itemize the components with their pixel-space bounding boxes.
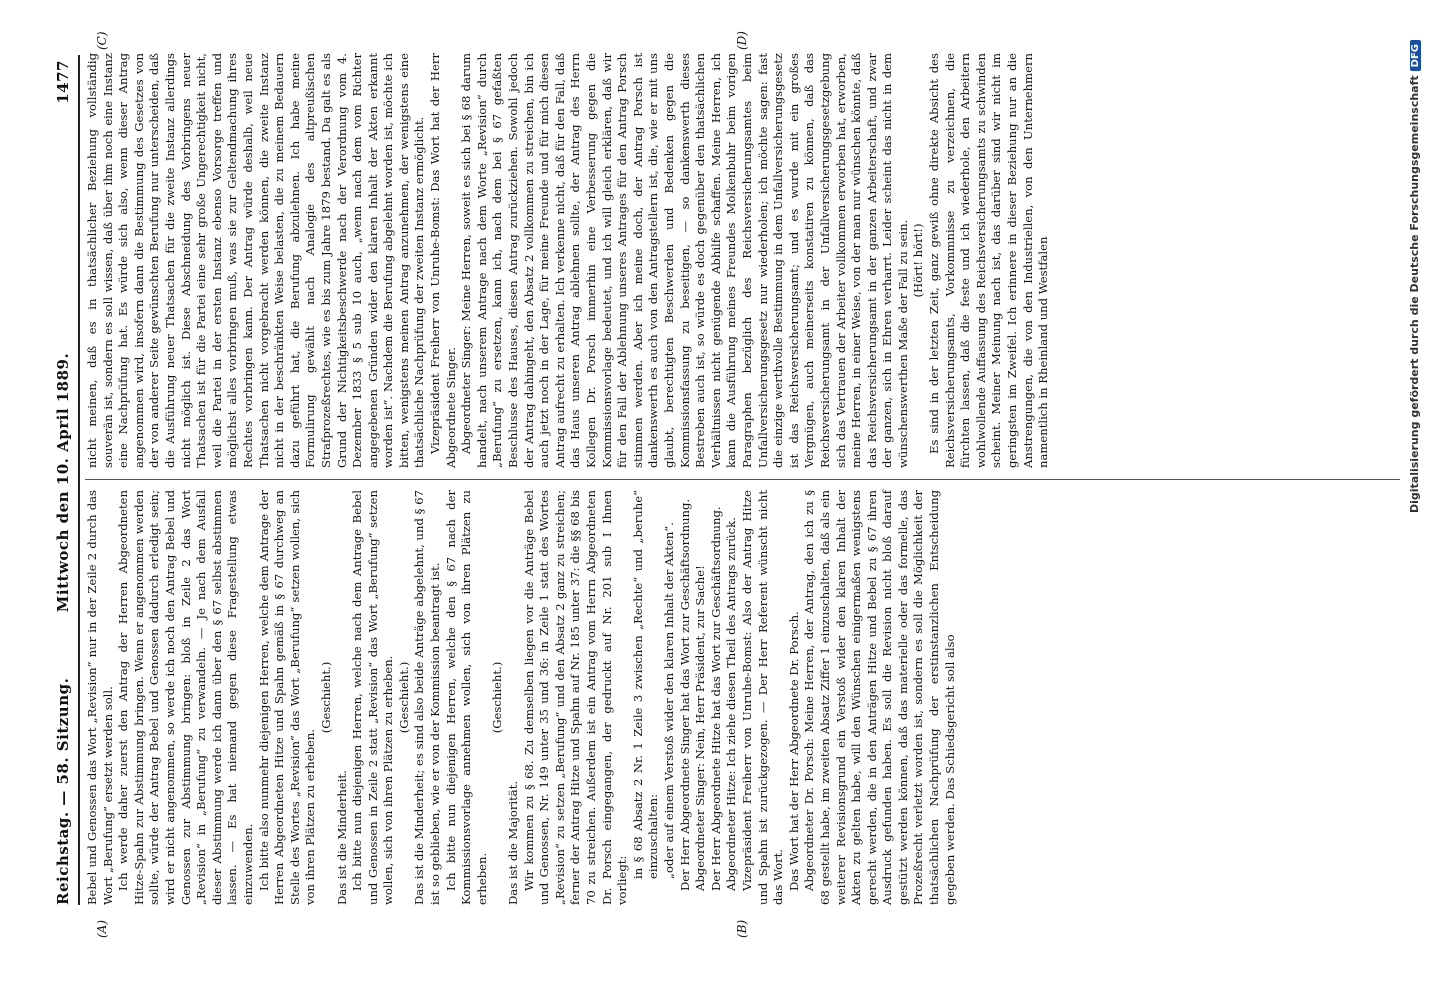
speaker-paragraph: Abgeordneter Dr. Porsch: Meine Herren, der Antrag, den ich zu § 68 gestellt habe, im zweiten Absatz Ziffer 1 einzuschalten, daß als ein weiterer Revisionsgrund ein Verstoß wider den klaren Inhalt der Akten zu gelten habe, will den Wünschen einigermaßen wenigstens gerecht werden, die in den Anträgen Hitze und Bebel zu § 67 ihren Ausdruck gefunden haben. Es soll die Revision nicht bloß darauf gestützt werden können, daß das materielle oder das formelle, das Prozeßrecht verletzt worden ist, sondern es soll die Möglichkeit der thatsächlichen Nachprüfung der erstinstanzlichen Entscheidung gegeben werden. Das Schiedsgericht soll also [802,490,957,905]
stage-direction: (Hört! hört!) [911,223,926,298]
speaker-paragraph: Vizepräsident Freiherr von Unruhe-Bomst: Das Wort hat der Herr Abgeordnete Singer. [428,53,458,468]
digitization-credit [1408,40,1421,960]
paragraph: Bebel und Genossen das Wort „Revision“ nur in der Zeile 2 durch das Wort „Berufung“ ersetzt werden soll. [85,490,115,905]
stage-direction: (Geschieht.) [396,661,411,734]
speaker-paragraph: Abgeordneter Hitze: Ich ziehe diesen Theil des Antrags zurück. [724,517,739,891]
left-column [85,490,958,905]
paragraph: Ich werde daher zuerst den Antrag der Herren Abgeordneten Hitze-Spahn zur Abstimmung bringen. Wenn er angenommen werden sollte, würde der Antrag Bebel und Genossen dadurch erledigt sein; wird er nicht angenommen, so werde ich noch den Antrag Bebel und Genossen zur Abstimmung bringen: bloß in Zeile 2 das Wort „Revision“ in „Berufung“ zu verwandeln. — Je nach dem Ausfall dieser Abstimmung werde ich dann über den § 67 selbst abstimmen lassen. — Es hat niemand gegen diese Fragestellung etwas einzuwenden. [116,490,255,905]
speaker-paragraph: Abgeordneter Singer: Meine Herren, soweit es sich bei § 68 darum handelt, nach unserem Antrage nach dem Worte „Revision“ durch „Berufung“ zu ersetzen, kann ich, nach dem bei § 67 gefaßten Beschlusse des Hauses, diesen Antrag zurückziehen. Sowohl jedoch der Antrag dahingeht, den Absatz 2 vollkommen zu streichen, bin ich auch jetzt noch in der Lage, für meine Freunde und für mich diesen Antrag aufrecht zu erhalten. Ich verkenne nicht, daß für den Fall, daß das Haus unseren Antrag ablehnen sollte, der Antrag des Herrn Kollegen Dr. Porsch immerhin eine Verbesserung gegen die Kommissionsvorlage bedeutet, und ich will gleich erklären, daß wir für den Fall der Ablehnung unseres Antrages für den Antrag Porsch stimmen werden. Aber ich meine doch, der Antrag Porsch ist dankenswerth es auch von den Antragstellern ist, die, wie er mit uns glaubt, berechtigten Beschwerden und Bedenken gegen die Kommissionsfassung zu beseitigen, — so dankenswerth dieses Bestreben auch ist, so würde es doch gegenüber den thatsächlichen Verhältnissen nicht genügende Abhilfe schaffen. Meine Herren, ich kann die Ausführung meines Freundes Molkenbuhr beim vorigen Paragraphen bezüglich des Reichsversicherungsamtes beim Unfallversicherungsgesetz nur wiederholen; ich möchte sagen: fast die einzige werthvolle Bestimmung in dem Unfallversicherungsgesetz ist das Reichsversicherungsamt; und es wurde mit ein großes Vergnügen, auch meinerseits konstatiren zu können, daß das Reichsversicherungsamt in der Unfallversicherungsgesetzgebung sich das Vertrauen der Arbeiter vollkommen erworben hat, erworben, meine Herren, in einer Weise, von der man nur wünschen könnte, daß das Reichsversicherungsamt in der ganzen Arbeiterschaft, und zwar der ganzen, sich in Ehren verharrt. Leider scheint das nicht in dem wünschenswerthen Maße der Fall zu sein. [459,53,910,468]
paragraph: Das ist die Minderheit. [334,770,349,905]
paragraph: Ich bitte nun diejenigen Herren, welche nach dem Antrage Bebel und Genossen in Zeile 2 statt „Revision“ das Wort „Berufung“ setzen wollen, sich von ihren Plätzen zu erheben. [350,490,396,905]
dfg-logo: DFG [1410,40,1421,71]
column-divider [85,479,1400,480]
paragraph: Der Herr Abgeordnete Hitze hat das Wort zur Geschäftsordnung. [708,506,723,891]
paragraph: Es sind in der letzten Zeit, ganz gewiß ohne direkte Absicht des Reichsversicherungsamts, Vorkommnisse zu verzeichnen, die fürchten lassen, daß die feste und ich wiederhole, den Arbeitern wohlwollende Auffassung des Reichsversicherungsamts zu schwinden scheint. Meiner Meinung nach ist, das darüber sind wir nicht im geringsten im Zweifel. Ich erinnere in dieser Beziehung nur an die Anstrengungen, die von den Industriellen, von den Unternehmern namentlich in Rheinland und Westfalen [927,53,1051,468]
page-number: 1477 [54,60,72,104]
header-left: Reichstag. — 58. Sitzung. [54,677,72,905]
paragraph: Das ist die Majorität. [506,780,521,905]
stage-direction: (Geschieht.) [490,661,505,734]
paragraph: Wir kommen zu § 68. Zu demselben liegen vor die Anträge Bebel und Genossen, Nr. 149 unter 35 und 36: in Zeile 1 statt des Wortes „Revision“ zu setzen „Berufung“ und den Absatz 2 ganz zu streichen; ferner der Antrag Hitze und Spahn auf Nr. 185 unter 37: die §§ 68 bis 70 zu streichen. Außerdem ist ein Antrag vom Herrn Abgeordneten Dr. Porsch eingegangen, der gedruckt auf Nr. 201 sub I Ihnen vorliegt: [521,490,630,905]
paragraph: nicht meinen, daß es in thatsächlicher Beziehung vollständig souverän ist, sondern es soll wissen, daß über ihm noch eine Instanz eine Nachprüfung hat. Es würde sich also, wenn dieser Antrag angenommen wird, insofern dann die Bestimmung des Gesetzes von der von anderer Seite gewünschten Berufung nur unterscheiden, daß die Ausführung neuer Thatsachen für die zweite Instanz allerdings nicht möglich ist. Diese Abschneidung des Vorbringens neuer Thatsachen ist für die Partei eine sehr große Ungerechtigkeit nicht, weil die Partei in der ersten Instanz ebenso Vorsorge treffen und möglichst alles vorbringen muß, was sie zur Geltendmachung ihres Rechtes vorbringen kann. Der Antrag würde deshalb, weil neue Thatsachen nicht vorgebracht werden können, die zweite Instanz nicht in der beschränkten Weise belasten, die zu meinem Bedauern dazu geführt hat, die Berufung abzulehnen. Ich habe meine Formulirung gewählt nach Analogie des altpreußischen Strafprozeßrechtes, wie es bis zum Jahre 1879 bestand. Da galt es als Grund der Nichtigkeitsbeschwerde nach der Verordnung vom 4. Dezember 1833 § 5 sub 10 auch, „wenn nach dem vom Richter angegebenen Gründen wider den klaren Inhalt der Akten erkannt worden ist“. Nachdem die Berufung abgelehnt worden ist, möchte ich bitten, wenigstens meinen Antrag anzunehmen, der wenigstens eine thatsächliche Nachprüfung der zweiten Instanz ermöglicht. [85,53,427,468]
speaker-paragraph: Abgeordneter Singer: Nein, Herr Präsident, zur Sache! [693,565,708,891]
credit-text: Digitalisierung gefördert durch die Deutsche Forschungsgemeinschaft [1408,75,1421,514]
margin-letter-a: (A) [95,919,109,938]
right-column [85,53,1052,468]
paragraph: Ich bitte also nunmehr diejenigen Herren, welche dem Antrage der Herren Abgeordneten Hitze und Spahn gemäß in § 67 durchweg an Stelle des Wortes „Revision“ das Wort „Berufung“ setzen wollen, sich von ihren Plätzen zu erheben. [256,490,318,905]
header-date: Mittwoch den 10. April 1889. [54,352,72,613]
header-rule [78,55,80,905]
speaker-paragraph: Vizepräsident Freiherr von Unruhe-Bomst: Also der Antrag Hitze und Spahn ist zurückgezogen. — Der Herr Referent wünscht nicht das Wort. [739,490,786,905]
running-header [50,60,80,905]
paragraph: Das ist die Minderheit; es sind also beide Anträge abgelehnt, und § 67 ist so geblieben, wie er von der Kommission beantragt ist. [412,490,443,905]
margin-letter-b: (B) [735,919,749,938]
margin-letter-d: (D) [735,31,749,50]
paragraph: Der Herr Abgeordnete Singer hat das Wort zur Geschäftsordnung. [677,498,692,891]
quoted-amendment: in § 68 Absatz 2 Nr. 1 Zeile 3 zwischen „Rechte“ und „beruhe“ einzuschalten: [630,490,661,879]
margin-letter-c: (C) [95,31,109,50]
stage-direction: (Geschieht.) [318,661,333,734]
paragraph: Ich bitte nun diejenigen Herren, welche den § 67 nach der Kommissionsvorlage annehmen wollen, sich von ihren Plätzen zu erheben. [443,490,489,905]
quoted-amendment: „oder auf einem Verstoß wider den klaren Inhalt der Akten“. [661,522,676,879]
paragraph: Das Wort hat der Herr Abgeordnete Dr. Porsch. [786,611,801,891]
